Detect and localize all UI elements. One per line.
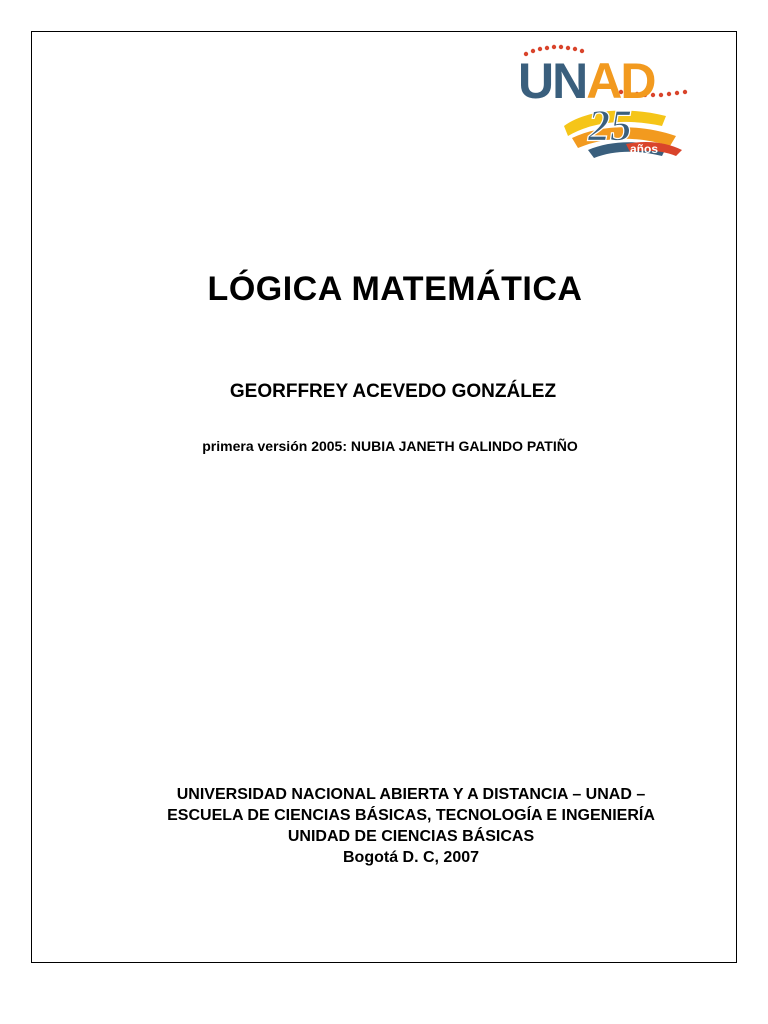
institution-line-unit: UNIDAD DE CIENCIAS BÁSICAS [287, 828, 535, 845]
unad-25-anos-logo [516, 40, 716, 160]
logo-anniversary-number: 25 [588, 101, 632, 150]
logo-brand-ad: AD [586, 53, 655, 109]
logo-brand-text [518, 53, 655, 109]
institution-line-university: UNIVERSIDAD NACIONAL ABIERTA Y A DISTANCIA – UNAD – [176, 786, 646, 803]
institution-block [0, 784, 768, 868]
first-version-credit: primera versión 2005: NUBIA JANETH GALINDO PATIÑO [202, 438, 578, 454]
logo-anniversary-word: años [630, 142, 659, 156]
institution-line-school: ESCUELA DE CIENCIAS BÁSICAS, TECNOLOGÍA E INGENIERÍA [167, 807, 655, 824]
logo-brand-un: UN [518, 53, 587, 109]
document-author: GEORFFREY ACEVEDO GONZÁLEZ [229, 381, 557, 402]
institution-line-place-date: Bogotá D. C, 2007 [342, 849, 480, 866]
document-title: LÓGICA MATEMÁTICA [207, 270, 583, 308]
